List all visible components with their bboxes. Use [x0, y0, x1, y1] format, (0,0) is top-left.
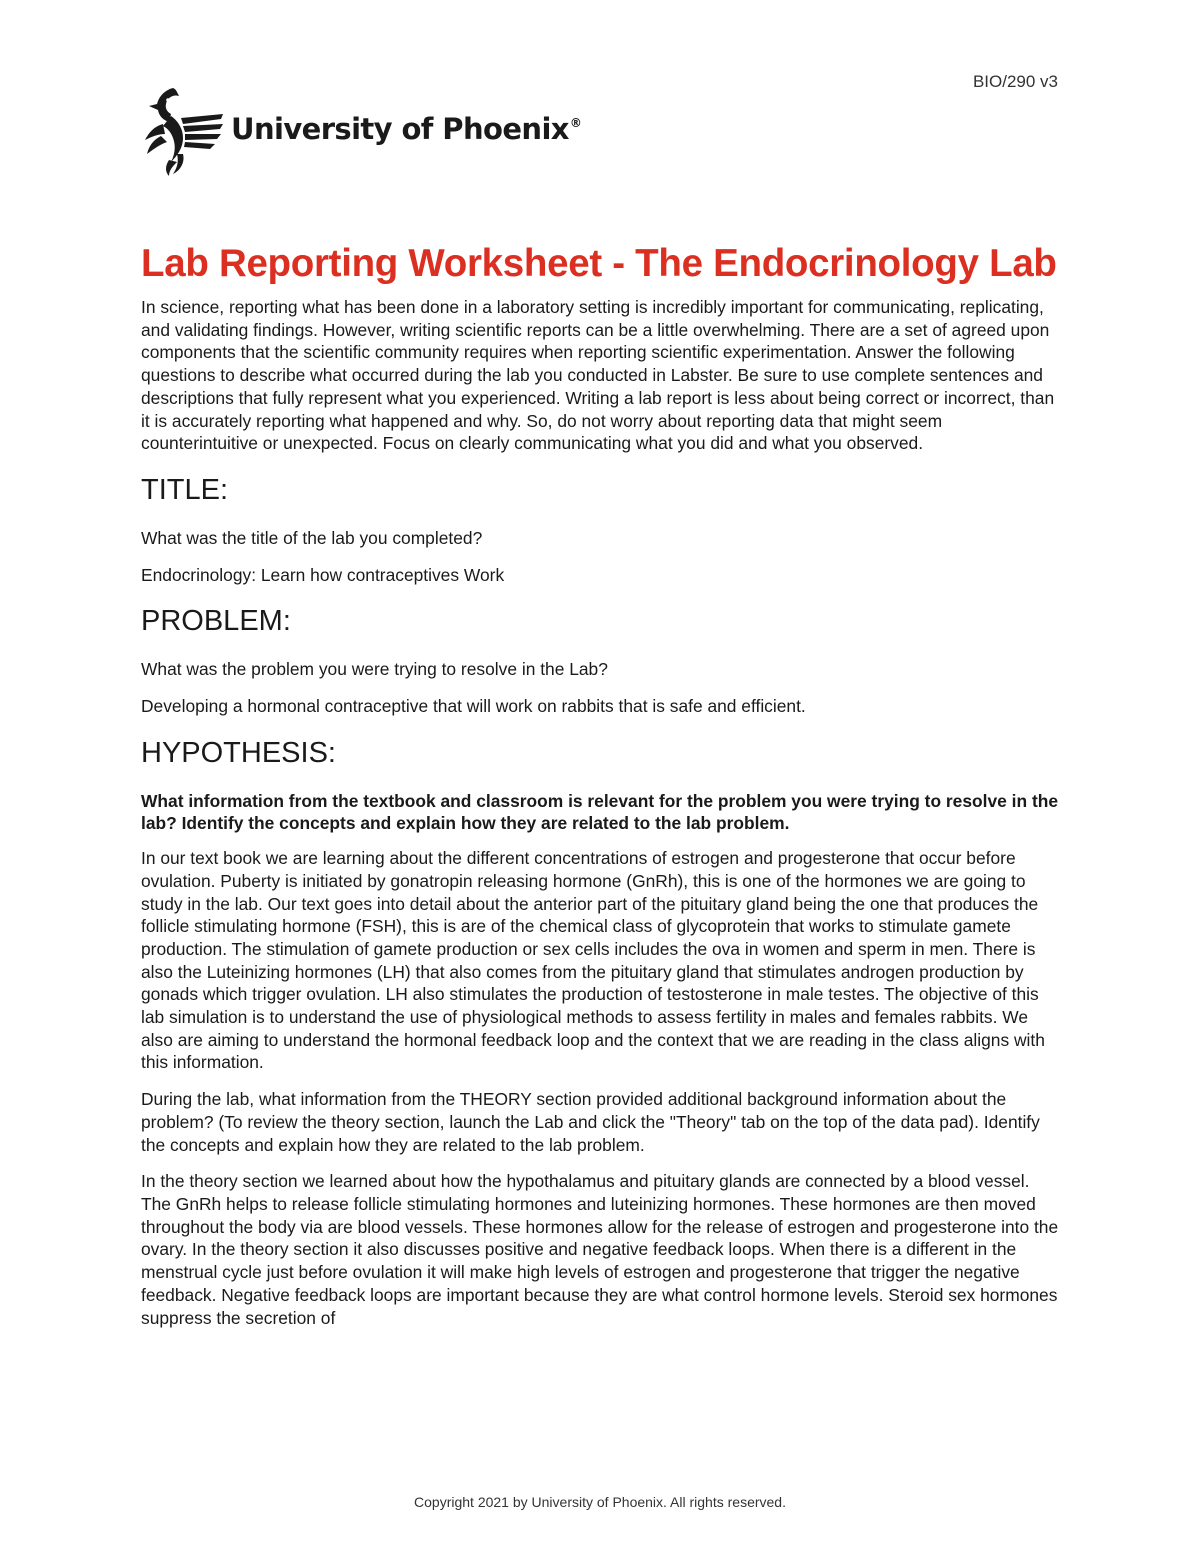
title-question: What was the title of the lab you completed? [141, 527, 483, 548]
hypothesis-question-textbook: What information from the textbook and classroom is relevant for the problem you were trying to resolve in the lab? Identify the concepts and explain how they are related to the lab problem. [141, 790, 1059, 834]
course-code: BIO/290 v3 [972, 72, 1058, 91]
page-title: Lab Reporting Worksheet - The Endocrinology Lab [141, 242, 1057, 285]
title-answer: Endocrinology: Learn how contraceptives Work [141, 564, 505, 585]
hypothesis-question-theory: During the lab, what information from the THEORY section provided additional background information about the problem? (To review the theory section, launch the Lab and click the "Theory" tab on the top of the data pad). Identify the concepts and explain how they are related to the lab problem. [141, 1089, 1040, 1155]
problem-heading: PROBLEM: [141, 605, 291, 638]
logo-wordmark [231, 112, 581, 146]
hypothesis-heading: HYPOTHESIS: [141, 736, 336, 769]
hypothesis-answer-theory: In the theory section we learned about how the hypothalamus and pituitary glands are connected by a blood vessel. The GnRh helps to release follicle stimulating hormones and luteinizing hormones. These hormones are then moved throughout the body via are blood vessels. These hormones allow for the release of estrogen and progesterone into the ovary. In the theory section it also discusses positive and negative feedback loops. When there is a different in the menstrual cycle just before ovulation it will make high levels of estrogen and progesterone that trigger the negative feedback. Negative feedback loops are important because they are what control hormone levels. Steroid sex hormones suppress the secretion of [141, 1171, 1059, 1328]
university-logo [143, 84, 581, 176]
logo-text: University of Phoenix [231, 112, 569, 146]
hypothesis-answer-textbook: In our text book we are learning about the different concentrations of estrogen and progesterone that occur before ovulation. Puberty is initiated by gonatropin releasing hormone (GnRh), this is one of the hormones we are going to study in the lab. Our text goes into detail about the anterior part of the pituitary gland being the one that produces the follicle stimulating hormone (FSH), this is are of the chemical class of glycoprotein that works to stimulate gamete production. The stimulation of gamete production or sex cells includes the ova in women and sperm in men. There is also the Luteinizing hormones (LH) that also comes from the pituitary gland that stimulates androgen production by gonads which trigger ovulation. LH also stimulates the production of testosterone in male testes. The objective of this lab simulation is to understand the use of physiological methods to assess fertility in males and females rabbits. We also are aiming to understand the hormonal feedback loop and the context that we are reading in the class aligns with this information. [141, 848, 1045, 1073]
worksheet-body [141, 240, 1061, 1337]
registered-mark: ® [569, 116, 582, 130]
problem-question: What was the problem you were trying to resolve in the Lab? [141, 659, 608, 680]
problem-answer: Developing a hormonal contraceptive that will work on rabbits that is safe and efficient. [141, 696, 806, 717]
copyright-footer: Copyright 2021 by University of Phoenix. All rights reserved. [414, 1494, 786, 1510]
phoenix-bird-icon [143, 84, 225, 176]
intro-paragraph: In science, reporting what has been done in a laboratory setting is incredibly important for communicating, replicating, and validating findings. However, writing scientific reports can be a little overwhelming. There are a set of agreed upon components that the scientific community requires when reporting scientific experimentation. Answer the following questions to describe what occurred during the lab you conducted in Labster. Be sure to use complete sentences and descriptions that fully represent what you experienced. Writing a lab report is less about being correct or incorrect, than it is accurately reporting what happened and why. So, do not worry about reporting data that might seem counterintuitive or unexpected. Focus on clearly communicating what you did and what you observed. [141, 297, 1055, 454]
title-heading: TITLE: [141, 473, 229, 506]
